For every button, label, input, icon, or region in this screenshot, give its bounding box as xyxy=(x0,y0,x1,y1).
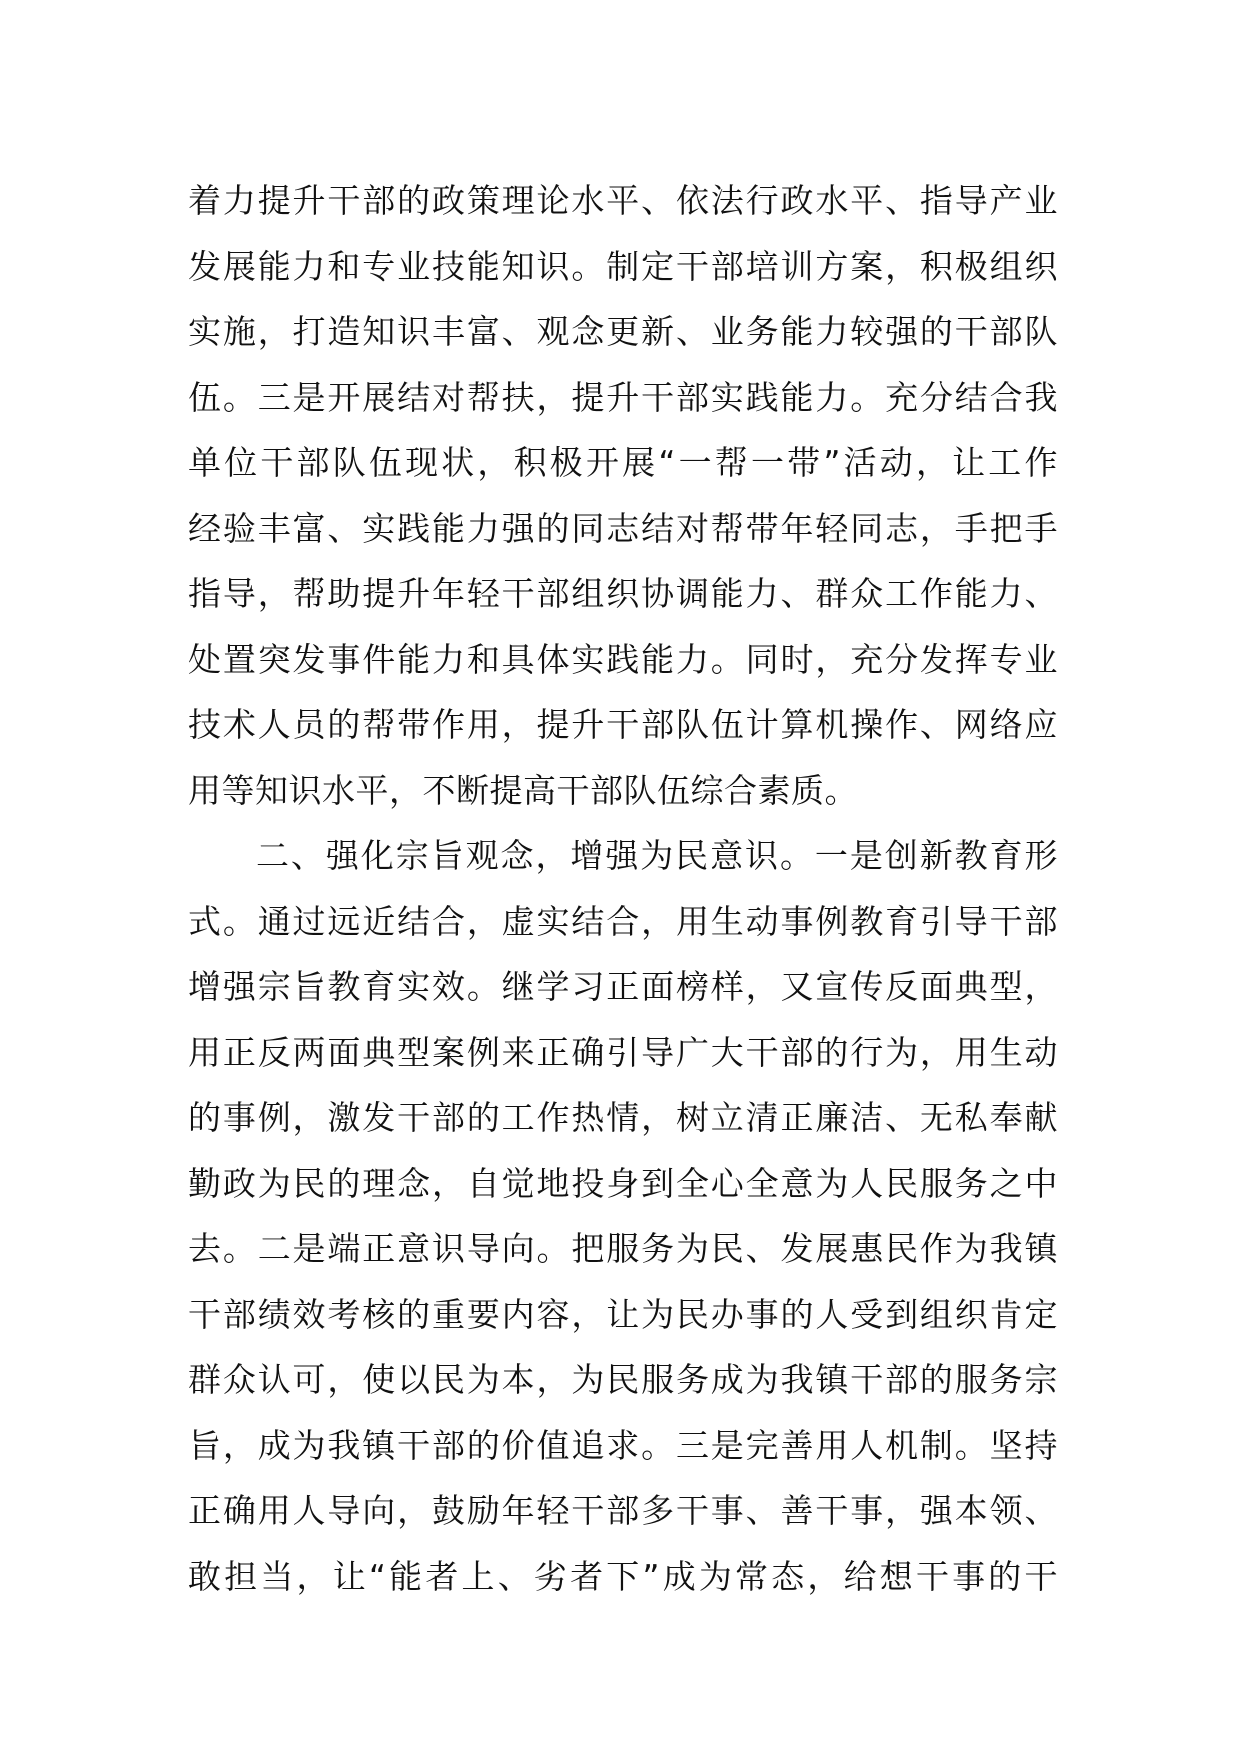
text-line: 发展能力和专业技能知识。制定干部培训方案，积极组织 xyxy=(188,246,1058,286)
text-line: 技术人员的帮带作用，提升干部队伍计算机操作、网络应 xyxy=(188,705,1058,744)
body-text xyxy=(188,168,1058,1609)
text-line: 处置突发事件能力和具体实践能力。同时，充分发挥专业 xyxy=(188,639,1058,679)
paragraph-end-line: 用等知识水平，不断提高干部队伍综合素质。 xyxy=(188,770,858,810)
text-line: 勤政为民的理念，自觉地投身到全心全意为人民服务之中 xyxy=(188,1163,1058,1203)
text-line: 旨，成为我镇干部的价值追求。三是完善用人机制。坚持 xyxy=(188,1425,1058,1465)
text-line: 用正反两面典型案例来正确引导广大干部的行为，用生动 xyxy=(188,1032,1058,1072)
text-line: 经验丰富、实践能力强的同志结对帮带年轻同志，手把手 xyxy=(188,508,1058,548)
text-line: 指导，帮助提升年轻干部组织协调能力、群众工作能力、 xyxy=(188,574,1058,613)
text-line: 干部绩效考核的重要内容，让为民办事的人受到组织肯定 xyxy=(188,1294,1058,1334)
text-line: 伍。三是开展结对帮扶，提升干部实践能力。充分结合我 xyxy=(188,377,1058,417)
text-line: 增强宗旨教育实效。继学习正面榜样，又宣传反面典型， xyxy=(188,967,1058,1006)
text-line: 单位干部队伍现状，积极开展“一帮一带”活动，让工作 xyxy=(188,443,1058,482)
text-line: 着力提升干部的政策理论水平、依法行政水平、指导产业 xyxy=(188,181,1058,220)
text-line: 式。通过远近结合，虚实结合，用生动事例教育引导干部 xyxy=(188,901,1058,941)
text-line: 敢担当，让“能者上、劣者下”成为常态，给想干事的干 xyxy=(188,1556,1058,1596)
text-line: 的事例，激发干部的工作热情，树立清正廉洁、无私奉献 xyxy=(188,1098,1058,1137)
text-line: 群众认可，使以民为本，为民服务成为我镇干部的服务宗 xyxy=(188,1360,1058,1399)
paragraph-start-line: 二、强化宗旨观念，增强为民意识。一是创新教育形 xyxy=(256,836,1058,875)
text-line: 去。二是端正意识导向。把服务为民、发展惠民作为我镇 xyxy=(188,1229,1058,1268)
text-line: 实施，打造知识丰富、观念更新、业务能力较强的干部队 xyxy=(188,312,1058,351)
text-line: 正确用人导向，鼓励年轻干部多干事、善干事，强本领、 xyxy=(188,1491,1058,1530)
